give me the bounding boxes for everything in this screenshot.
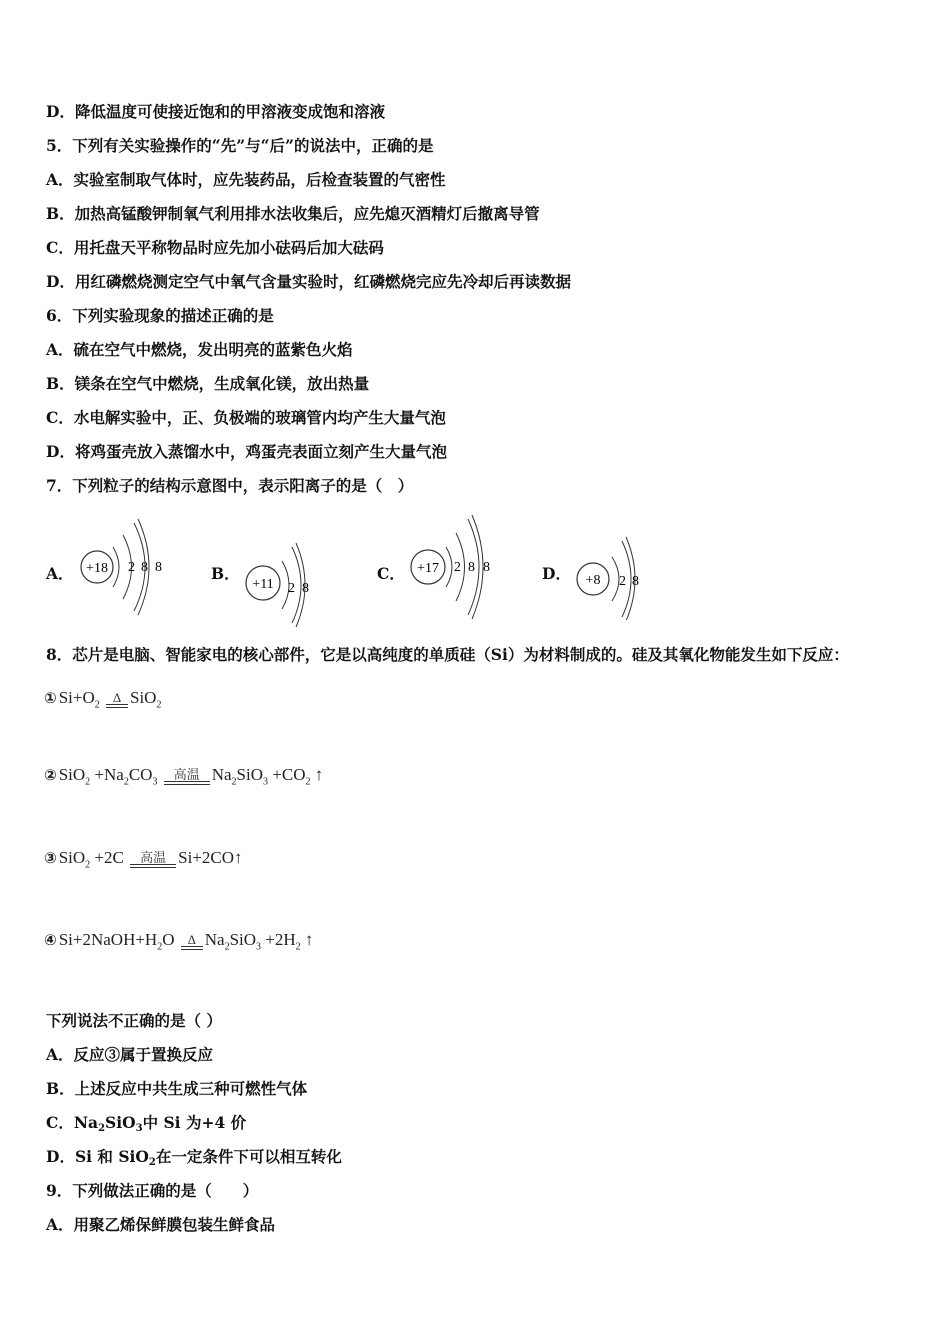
atom-a-shell-3: 8 xyxy=(155,560,162,575)
atom-diagram-b xyxy=(240,505,330,630)
equation-1: ① $Si+O_2$ Δ SiO$_2$ xyxy=(44,688,162,711)
q6-option-d: D．将鸡蛋壳放入蒸馏水中，鸡蛋壳表面立刻产生大量气泡 xyxy=(46,442,447,461)
q5-option-a: A．实验室制取气体时，应先装药品，后检查装置的气密性 xyxy=(46,170,446,189)
equation-2: ② $SiO_2 +Na_2CO_3$ 高温 $Na_2SiO_3 +CO_2$ ↑ xyxy=(44,765,324,788)
equation-4: ④ $Si+2NaOH+H_2O$ Δ $Na_2SiO_3 +2H_2$ ↑ xyxy=(44,930,314,953)
equation-4-condition: Δ xyxy=(187,931,196,947)
q7-option-b-label: B． xyxy=(211,564,240,583)
q5-option-b: B．加热高锰酸钾制氧气利用排水法收集后，应先熄灭酒精灯后撤离导管 xyxy=(46,204,540,223)
atom-b-shell-2: 8 xyxy=(302,581,309,596)
equation-3: ③ SiO$_2$ +2C 高温 Si+2CO↑ xyxy=(44,848,243,871)
atom-b-nucleus: +11 xyxy=(252,577,274,592)
q8-option-c: C．$Na_2SiO_3$中 Si 为+4 价 xyxy=(46,1113,247,1134)
q8-stem: 8．芯片是电脑、智能家电的核心部件，它是以高纯度的单质硅（Si）为材料制成的。硅及其氧化物能发生如下反应： xyxy=(46,645,849,664)
atom-a-shell-2: 8 xyxy=(141,560,148,575)
atom-c-nucleus: +17 xyxy=(417,561,439,576)
atom-d-shell-1: 2 xyxy=(619,574,626,589)
atom-c-shell-1: 2 xyxy=(454,560,461,575)
equation-2-number: ② xyxy=(44,766,57,784)
atom-diagram-c xyxy=(408,505,508,620)
equation-3-condition: 高温 xyxy=(140,849,167,865)
atom-d-shell-2: 8 xyxy=(632,574,639,589)
atom-a-shell-1: 2 xyxy=(128,560,135,575)
q5-option-c: C．用托盘天平称物品时应先加小砝码后加大砝码 xyxy=(46,238,384,257)
equation-1-condition: Δ xyxy=(112,689,122,705)
q6-stem: 6．下列实验现象的描述正确的是 xyxy=(46,306,274,325)
q7-option-c-label: C． xyxy=(377,564,405,583)
equation-3-number: ③ xyxy=(44,849,57,867)
atom-b-shell-1: 2 xyxy=(288,581,295,596)
q8-option-b: B．上述反应中共生成三种可燃性气体 xyxy=(46,1079,308,1098)
q4-option-d: D．降低温度可使接近饱和的甲溶液变成饱和溶液 xyxy=(46,102,385,121)
q6-option-b: B．镁条在空气中燃烧，生成氧化镁，放出热量 xyxy=(46,374,370,393)
equation-1-number: ① xyxy=(44,689,57,707)
q8-option-a: A．反应③属于置换反应 xyxy=(46,1045,214,1064)
equation-2-condition: 高温 xyxy=(173,766,200,782)
q8-option-d: D．Si 和 SiO$_2$在一定条件下可以相互转化 xyxy=(46,1147,342,1168)
atom-d-nucleus: +8 xyxy=(585,573,601,588)
atom-a-nucleus: +18 xyxy=(86,561,108,576)
equation-4-number: ④ xyxy=(44,931,57,949)
q5-option-d: D．用红磷燃烧测定空气中氧气含量实验时，红磷燃烧完应先冷却后再读数据 xyxy=(46,272,571,291)
q6-option-a: A．硫在空气中燃烧，发出明亮的蓝紫色火焰 xyxy=(46,340,353,359)
q9-stem: 9．下列做法正确的是（ ） xyxy=(46,1181,259,1200)
atom-c-shell-3: 8 xyxy=(483,560,490,575)
q5-stem: 5．下列有关实验操作的“先”与“后”的说法中，正确的是 xyxy=(46,136,434,155)
q7-option-a-label: A． xyxy=(46,564,74,583)
q8-ask: 下列说法不正确的是（ ） xyxy=(46,1011,222,1030)
q9-option-a: A．用聚乙烯保鲜膜包装生鲜食品 xyxy=(46,1215,276,1234)
q7-option-d-label: D． xyxy=(542,564,571,583)
atom-diagram-a xyxy=(78,505,178,620)
q6-option-c: C．水电解实验中，正、负极端的玻璃管内均产生大量气泡 xyxy=(46,408,446,427)
atom-diagram-d xyxy=(574,505,654,620)
atom-c-shell-2: 8 xyxy=(468,560,475,575)
q7-stem: 7．下列粒子的结构示意图中，表示阳离子的是（ ） xyxy=(46,476,414,495)
